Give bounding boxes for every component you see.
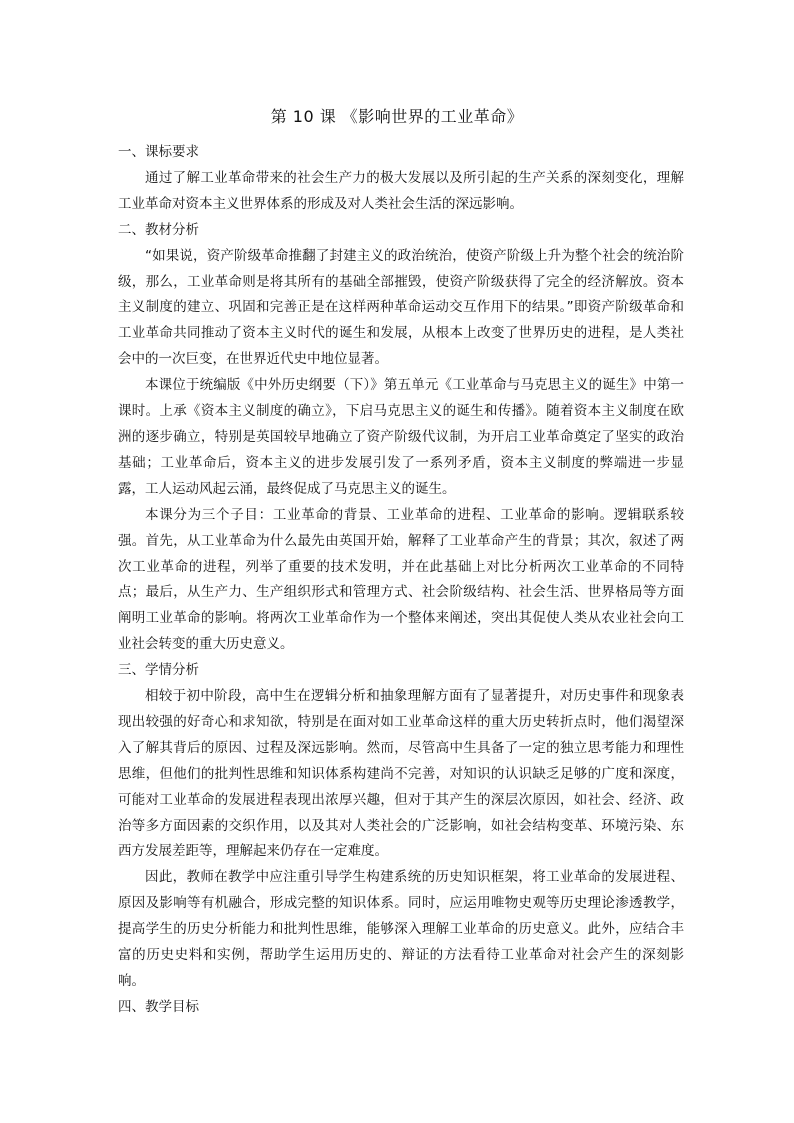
paragraph: 本课分为三个子目：工业革命的背景、工业革命的进程、工业革命的影响。逻辑联系较强。首先，从工业革命为什么最先由英国开始，解释了工业革命产生的背景；其次，叙述了两次工业革命的进程，列举了重要的技术发明，并在此基础上对比分析两次工业革命的不同特点；最后，从生产力、生产组织形式和管理方式、社会阶级结构、社会生活、世界格局等方面阐明工业革命的影响。将两次工业革命作为一个整体来阐述，突出其促使人类从农业社会向工业社会转变的重大历史意义。 — [118, 506, 684, 653]
section-curriculum-requirements — [118, 140, 684, 218]
document-title: 第 10 课 《影响世界的工业革命》 — [270, 107, 524, 126]
document-body — [118, 140, 684, 1021]
section-heading: 四、教学目标 — [118, 998, 199, 1015]
paragraph: 本课位于统编版《中外历史纲要（下）》第五单元《工业革命与马克思主义的诞生》中第一课时。上承《资本主义制度的确立》，下启马克思主义的诞生和传播》。随着资本主义制度在欧洲的逐步确立，特别是英国较早地确立了资产阶级代议制，为开启工业革命奠定了坚实的政治基础；工业革命后，资本主义的进步发展引发了一系列矛盾，资本主义制度的弊端进一步显露，工人运动风起云涌，最终促成了马克思主义的诞生。 — [118, 377, 684, 497]
section-heading: 一、课标要求 — [118, 144, 199, 160]
section-student-analysis — [118, 658, 684, 995]
section-heading: 三、学情分析 — [118, 662, 199, 679]
paragraph: 通过了解工业革命带来的社会生产力的极大发展以及所引起的生产关系的深刻变化，理解工业革命对资本主义世界体系的形成及对人类社会生活的深远影响。 — [118, 169, 684, 212]
section-textbook-analysis — [118, 218, 684, 658]
paragraph: “如果说，资产阶级革命推翻了封建主义的政治统治，使资产阶级上升为整个社会的统治阶级，那么，工业革命则是将其所有的基础全部摧毁，使资产阶级获得了完全的经济解放。资本主义制度的建立、巩固和完善正是在这样两种革命运动交互作用下的结果。”即资产阶级革命和工业革命共同推动了资本主义时代的诞生和发展，从根本上改变了世界历史的进程，是人类社会中的一次巨变，在世界近代史中地位显著。 — [118, 247, 684, 368]
paragraph: 因此，教师在教学中应注重引导学生构建系统的历史知识框架，将工业革命的发展进程、原因及影响等有机融合，形成完整的知识体系。同时，应运用唯物史观等历史理论渗透教学，提高学生的历史分析能力和批判性思维，能够深入理解工业革命的历史意义。此外，应结合丰富的历史史料和实例，帮助学生运用历史的、辩证的方法看待工业革命对社会产生的深刻影响。 — [118, 869, 684, 989]
paragraph: 相较于初中阶段，高中生在逻辑分析和抽象理解方面有了显著提升，对历史事件和现象表现出较强的好奇心和求知欲，特别是在面对如工业革命这样的重大历史转折点时，他们渴望深入了解其背后的原因、过程及深远影响。然而，尽管高中生具备了一定的独立思考能力和理性思维，但他们的批判性思维和知识体系构建尚不完善，对知识的认识缺乏足够的广度和深度，可能对工业革命的发展进程表现出浓厚兴趣，但对于其产生的深层次原因，如社会、经济、政治等多方面因素的交织作用，以及其对人类社会的广泛影响，如社会结构变革、环境污染、东西方发展差距等，理解起来仍存在一定难度。 — [118, 688, 684, 860]
section-heading: 二、教材分析 — [118, 221, 199, 238]
section-teaching-objectives — [118, 995, 684, 1021]
